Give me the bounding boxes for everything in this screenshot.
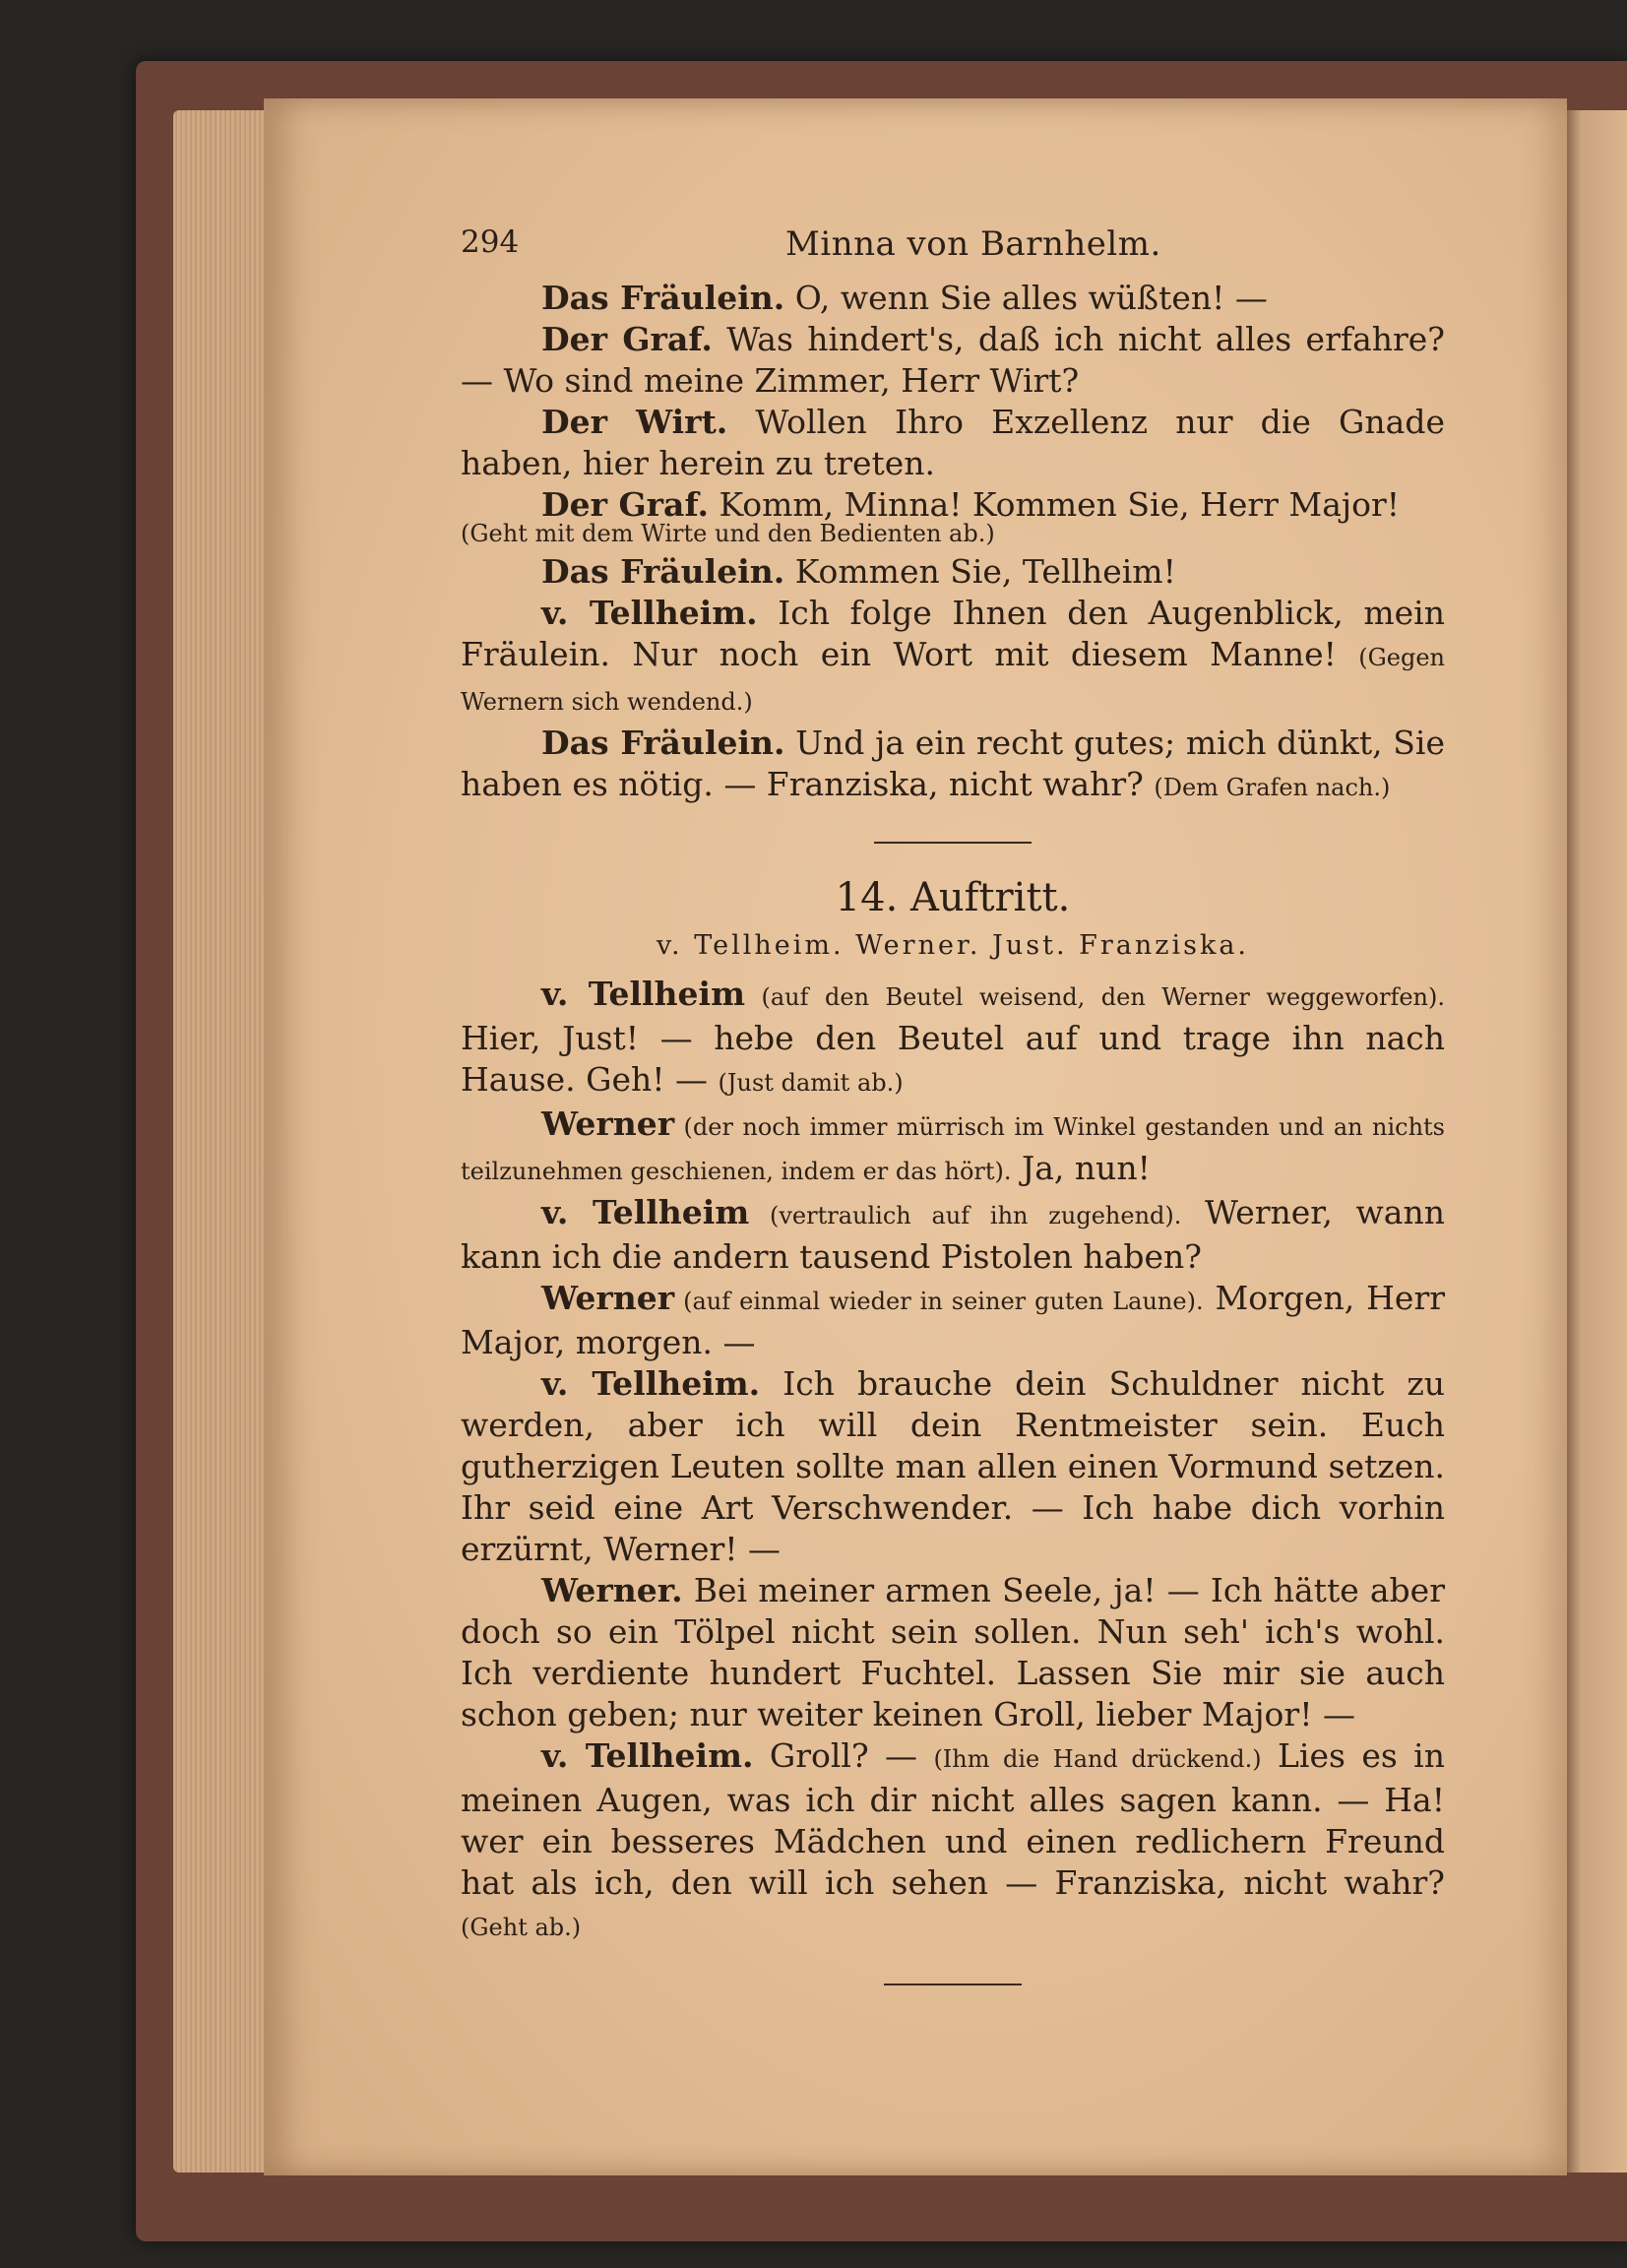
stage-direction: (vertraulich auf ihn zugehend). — [749, 1202, 1182, 1229]
speaker-name: Werner — [541, 1104, 675, 1143]
speaker-name: v. Tellheim. — [541, 1364, 761, 1403]
stage-direction: (Ihm die Hand drückend.) — [933, 1745, 1262, 1773]
scene-heading: 14. Auftritt. — [835, 875, 1071, 920]
dialogue-paragraph — [461, 1103, 1445, 1192]
speaker-name: Werner — [541, 1279, 675, 1317]
page-edges — [173, 110, 268, 2173]
dialogue-paragraph — [461, 402, 1445, 484]
stage-direction: (Just damit ab.) — [718, 1069, 904, 1097]
dialogue-text: Groll? — — [753, 1736, 934, 1775]
dialogue-paragraph — [461, 1192, 1445, 1278]
speaker-name: Der Wirt. — [541, 403, 728, 441]
dialogue-text: O, wenn Sie alles wüßten! — — [784, 279, 1268, 317]
dialogue-text: Und ja ein recht gutes; mich dünkt, Sie haben es nötig. — Franziska, nicht wahr? — [461, 724, 1445, 803]
stage-direction: (Geht mit dem Wirte und den Bedienten ab.) — [461, 520, 995, 547]
speaker-name: v. Tellheim — [541, 1193, 750, 1231]
speaker-name: Der Graf. — [541, 485, 709, 524]
dialogue-paragraph — [461, 1570, 1445, 1735]
dialogue-text: Komm, Minna! Kommen Sie, Herr Major! — [708, 485, 1401, 524]
page-number: 294 — [461, 224, 520, 260]
section-divider — [874, 842, 1032, 844]
dialogue-text: Lies es in meinen Augen, was ich dir nicht alles sagen kann. — Ha! wer ein besseres Mädchen und einen redlichern Freund hat als ich, den will ich sehen — Franziska, nicht wahr? — [461, 1736, 1445, 1902]
dialogue-paragraph — [461, 1363, 1445, 1570]
speaker-name: Das Fräulein. — [541, 279, 785, 317]
dialogue-text: Morgen, Herr Major, morgen. — — [461, 1279, 1445, 1361]
dialogue-paragraph — [461, 551, 1445, 593]
book-page — [264, 98, 1567, 2175]
dialogue-text: Kommen Sie, Tellheim! — [784, 552, 1176, 591]
dialogue-text: Werner, wann kann ich die andern tausend Pistolen haben? — [461, 1193, 1445, 1276]
stage-direction: (auf den Beutel weisend, den Werner weggeworfen). — [745, 983, 1445, 1011]
speaker-name: Der Graf. — [541, 320, 713, 358]
dialogue-text: Ich brauche dein Schuldner nicht zu werden, aber ich will dein Rentmeister sein. Euch gutherzigen Leuten sollte man allen einen Vormund setzen. Ihr seid eine Art Verschwender. — Ich habe dich vorhin erzürnt, Werner! — — [461, 1364, 1445, 1568]
dialogue-text: Ja, nun! — [1011, 1149, 1151, 1187]
speaker-name: Das Fräulein. — [541, 724, 785, 762]
speaker-name: v. Tellheim. — [541, 1736, 754, 1775]
dialogue-text: Was hindert's, daß ich nicht alles erfahre? — Wo sind meine Zimmer, Herr Wirt? — [461, 320, 1445, 400]
dialogue-text: Ich folge Ihnen den Augenblick, mein Fräulein. Nur noch ein Wort mit diesem Manne! — [461, 594, 1445, 673]
facing-page — [1567, 110, 1627, 2173]
dialogue-paragraph — [461, 593, 1445, 723]
dialogue-text: Wollen Ihro Exzellenz nur die Gnade haben, hier herein zu treten. — [461, 403, 1446, 482]
speaker-name: v. Tellheim — [541, 975, 745, 1013]
speaker-name: v. Tellheim. — [541, 594, 758, 632]
dialogue-text: Hier, Just! — hebe den Beutel auf und trage ihn nach Hause. Geh! — — [461, 1019, 1445, 1099]
cast-list: v. Tellheim. Werner. Just. Franziska. — [656, 930, 1250, 961]
stage-direction: (der noch immer mürrisch im Winkel gestanden und an nichts teilzunehmen geschienen, indem er das hört). — [461, 1113, 1445, 1185]
dialogue-paragraph — [461, 1735, 1445, 1948]
running-head — [461, 219, 1445, 278]
stage-direction: (Geht ab.) — [461, 1914, 582, 1941]
dialogue-paragraph — [461, 319, 1445, 402]
dialogue-paragraph — [461, 974, 1445, 1103]
stage-direction: (Dem Grafen nach.) — [1154, 774, 1391, 801]
stage-direction: (auf einmal wieder in seiner guten Laune). — [674, 1288, 1204, 1315]
section-divider — [884, 1984, 1022, 1985]
speaker-name: Das Fräulein. — [541, 552, 785, 591]
dialogue-paragraph — [461, 1278, 1445, 1363]
dialogue-paragraph — [461, 278, 1445, 319]
dialogue-text: Bei meiner armen Seele, ja! — Ich hätte aber doch so ein Tölpel nicht sein sollen. Nun seh' ich's wohl. Ich verdiente hundert Fuchtel. Lassen Sie mir sie auch schon geben; nur weiter keinen Groll, lieber Major! — — [461, 1571, 1445, 1733]
page-content — [461, 219, 1445, 2015]
stage-direction: (Gegen Wernern sich wendend.) — [461, 644, 1445, 716]
dialogue-paragraph — [461, 723, 1445, 808]
speaker-name: Werner. — [541, 1571, 683, 1609]
book-title: Minna von Barnhelm. — [785, 224, 1161, 264]
